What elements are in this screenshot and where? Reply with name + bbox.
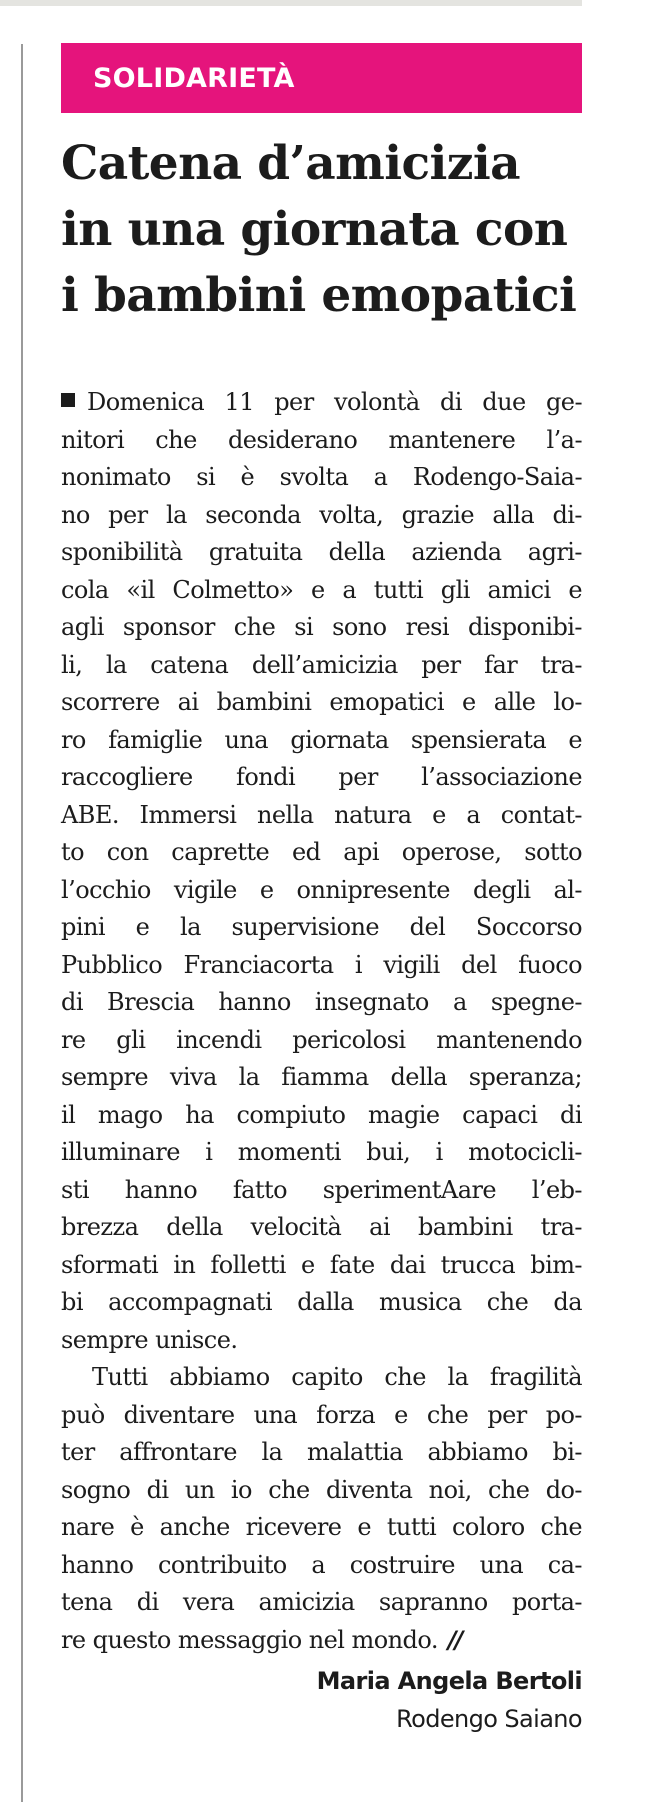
- body-line: [61, 722, 582, 760]
- body-line: [61, 1434, 582, 1472]
- body-line: [61, 872, 582, 910]
- body-line: [61, 572, 582, 610]
- square-bullet-icon: [61, 393, 75, 407]
- body-line-text: può diventare una forza e che per po-: [61, 1400, 582, 1429]
- body-line: [61, 497, 582, 535]
- headline: [61, 131, 582, 329]
- body-line-text: il mago ha compiuto magie capaci di: [61, 1100, 582, 1129]
- body-line: [61, 759, 582, 797]
- body-line: [61, 1134, 582, 1172]
- body-line: [61, 909, 582, 947]
- body-line: [61, 384, 582, 422]
- headline-line: in una giornata con: [61, 202, 568, 257]
- body-line: [61, 1209, 582, 1247]
- body-line: [61, 422, 582, 460]
- body-line-text: re gli incendi pericolosi mantenendo: [61, 1025, 582, 1054]
- body-line: [61, 1322, 582, 1360]
- body-line: [61, 984, 582, 1022]
- article-body: [61, 384, 582, 1659]
- body-line-text: Pubblico Franciacorta i vigili del fuoco: [61, 950, 582, 979]
- body-line: [61, 1584, 582, 1622]
- body-line-text: cola «il Colmetto» e a tutti gli amici e: [61, 575, 582, 604]
- body-line-text: pini e la supervisione del Soccorso: [61, 913, 582, 941]
- body-line-text: agli sponsor che si sono resi disponibi-: [61, 613, 582, 641]
- body-line-text: nare è anche ricevere e tutti coloro che: [61, 1513, 582, 1541]
- body-line-text: scorrere ai bambini emopatici e alle lo-: [61, 688, 582, 716]
- body-line-text: nitori che desiderano mantenere l’a-: [61, 425, 582, 454]
- author-location: Rodengo Saiano: [396, 1705, 582, 1733]
- body-line-text: l’occhio vigile e onnipresente degli al-: [61, 875, 582, 904]
- body-line: [61, 459, 582, 497]
- body-line: [61, 1172, 582, 1210]
- body-line-text: Domenica 11 per volontà di due ge-: [87, 388, 582, 416]
- body-line: [61, 1247, 582, 1285]
- paragraph-1: [61, 384, 582, 1359]
- article: [61, 43, 582, 1738]
- paragraph-2: [61, 1359, 582, 1659]
- body-line-text: sempre viva la fiamma della speranza;: [61, 1063, 582, 1091]
- body-line: [61, 647, 582, 685]
- body-line-text: bi accompagnati dalla musica che da: [61, 1288, 582, 1316]
- body-line-text: brezza della velocità ai bambini tra-: [61, 1213, 582, 1241]
- body-line: [61, 947, 582, 985]
- body-line-text: ter affrontare la malattia abbiamo bi-: [61, 1438, 582, 1466]
- section-label: SOLIDARIETÀ: [93, 62, 295, 94]
- signature: [61, 1663, 582, 1738]
- body-line-text: no per la seconda volta, grazie alla di-: [61, 500, 582, 529]
- body-line-text: di Brescia hanno insegnato a spegne-: [61, 988, 582, 1016]
- body-line-text: raccogliere fondi per l’associazione: [61, 763, 582, 791]
- body-line: [61, 1622, 582, 1660]
- body-line-text: illuminare i momenti bui, i motocicli-: [61, 1138, 582, 1166]
- body-line: [61, 534, 582, 572]
- body-line: [61, 1097, 582, 1135]
- section-banner: [61, 43, 582, 113]
- top-border: [0, 0, 582, 6]
- body-line-text: sti hanno fatto sperimentAare l’eb-: [61, 1175, 582, 1204]
- body-line: [61, 1397, 582, 1435]
- body-line-text: sponibilità gratuita della azienda agri-: [61, 538, 582, 566]
- headline-line: i bambini emopatici: [61, 268, 577, 323]
- body-line: [61, 1359, 582, 1397]
- body-line: [61, 1022, 582, 1060]
- body-line: [61, 1472, 582, 1510]
- body-line-text: Tutti abbiamo capito che la fragilità: [92, 1363, 582, 1391]
- body-line-text: sempre unisce.: [61, 1325, 238, 1354]
- body-line: [61, 797, 582, 835]
- body-line-text: to con caprette ed api operose, sotto: [61, 838, 582, 866]
- body-line-text: hanno contribuito a costruire una ca-: [61, 1550, 582, 1579]
- body-line-text: sformati in folletti e fate dai trucca bim-: [61, 1250, 582, 1279]
- body-line-text: li, la catena dell’amicizia per far tra-: [61, 650, 582, 679]
- body-line: [61, 1059, 582, 1097]
- body-line-text: ABE. Immersi nella natura e a contat-: [61, 800, 582, 829]
- end-of-article-mark: //: [447, 1625, 462, 1654]
- body-line-text: nonimato si è svolta a Rodengo-Saia-: [61, 463, 582, 491]
- body-line: [61, 609, 582, 647]
- body-line: [61, 1509, 582, 1547]
- headline-line: Catena d’amicizia: [61, 136, 520, 191]
- body-line: [61, 834, 582, 872]
- body-line-text: sogno di un io che diventa noi, che do-: [61, 1475, 582, 1504]
- body-line-text: ro famiglie una giornata spensierata e: [61, 725, 582, 754]
- body-line: [61, 1284, 582, 1322]
- body-line-text: re questo messaggio nel mondo.: [61, 1625, 438, 1654]
- author-name: Maria Angela Bertoli: [316, 1667, 582, 1695]
- body-line-text: tena di vera amicizia sapranno porta-: [61, 1588, 582, 1616]
- column-rule: [21, 44, 23, 1802]
- body-line: [61, 684, 582, 722]
- body-line: [61, 1547, 582, 1585]
